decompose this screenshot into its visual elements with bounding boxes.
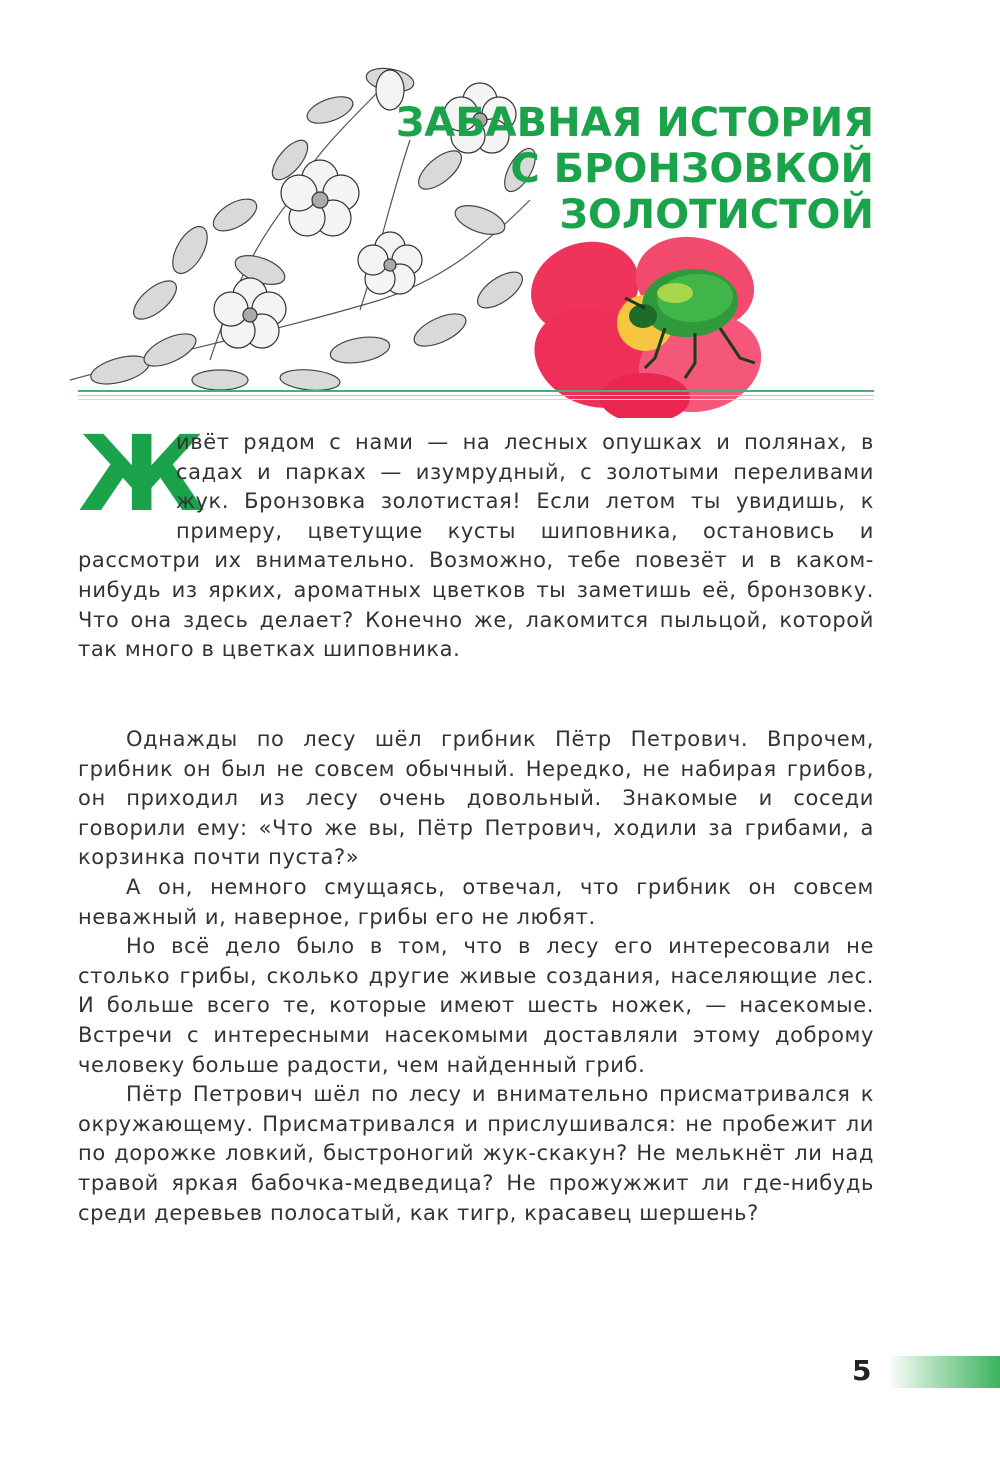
header-divider xyxy=(78,388,874,404)
paragraph: Пётр Петрович шёл по лесу и внимательно присматривался к окружающему. Присматривался и прислушивался: не пробежит ли по дорожке ловкий, быстроногий жук-скакун? Не мелькнёт ли над травой яркая бабочка-медведица? Не прожужжит ли где-нибудь среди деревьев полосатый, как тигр, красавец шершень? xyxy=(78,1082,874,1225)
story-body xyxy=(78,725,874,1228)
title-line-1: ЗАБАВНАЯ ИСТОРИЯ xyxy=(395,100,874,146)
page-number: 5 xyxy=(852,1354,872,1387)
page-number-bar xyxy=(888,1356,1000,1388)
title-line-3: ЗОЛОТИСТОЙ xyxy=(559,192,874,238)
paragraph: Однажды по лесу шёл грибник Пётр Петрович. Впрочем, грибник он был не совсем обычный. Нередко, не набирая грибов, он приходил из лесу очень довольный. Знакомые и соседи говорили ему: «Что же вы, Пётр Петрович, ходили за грибами, а корзинка почти пуста?» xyxy=(78,727,874,870)
paragraph: Но всё дело было в том, что в лесу его интересовали не столько грибы, сколько другие живые создания, населяющие лес. И больше всего те, которые имеют шесть ножек, — насекомые. Встречи с интересными насекомыми доставляли этому доброму человеку больше радости, чем найденный гриб. xyxy=(78,934,874,1077)
title-line-2: С БРОНЗОВКОЙ xyxy=(510,146,874,192)
intro-paragraph xyxy=(78,413,874,665)
chapter-title xyxy=(396,100,874,238)
intro-text: ивёт рядом с нами — на лесных опушках и полянах, в садах и парках — изумрудный, с золотыми переливами жук. Бронзовка золотистая! Если летом ты увидишь, к примеру, цветущие кусты шиповника, остановись и рассмотри их внимательно. Возможно, тебе повезёт и в каком-нибудь из ярких, ароматных цветков ты заметишь её, бронзовку. Что она здесь делает? Конечно же, лакомится пыльцой, которой так много в цветках шиповника. xyxy=(78,430,874,662)
drop-cap: Ж xyxy=(78,413,206,535)
paragraph: А он, немного смущаясь, отвечал, что грибник он совсем неважный и, наверное, грибы его не любят. xyxy=(78,874,874,929)
